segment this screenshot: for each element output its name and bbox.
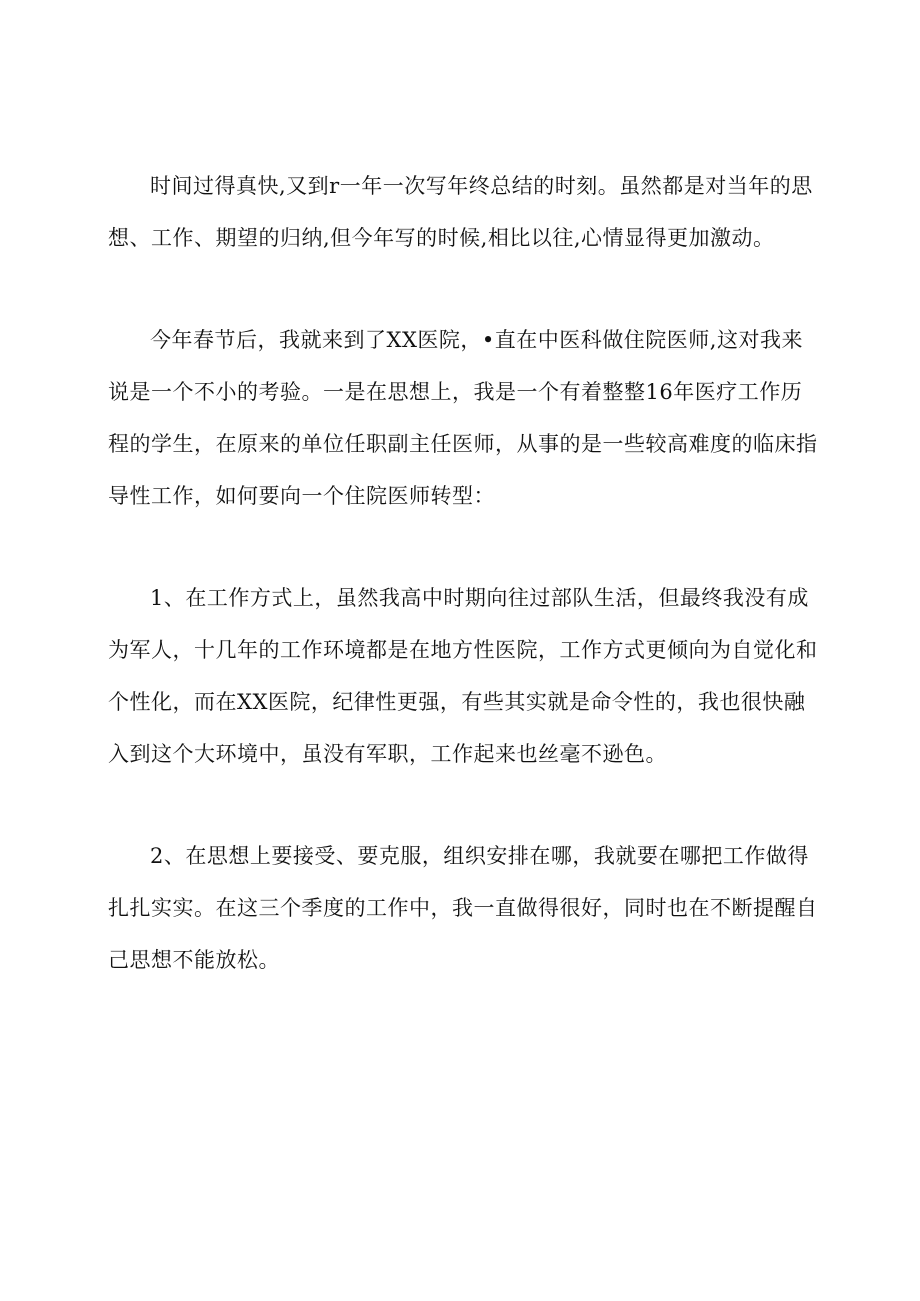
paragraph-point-1: 1、在工作方式上，虽然我高中时期向往过部队生活，但最终我没有成为军人，十几年的工作环境都是在地方性医院，工作方式更倾向为自觉化和个性化，而在XX医院，纪律性更强，有些其实就是命令性的，我也很快融入到这个大环境中，虽没有军职，工作起来也丝毫不逊色。 — [108, 586, 818, 766]
document-body — [108, 160, 818, 986]
paragraph-point-2: 2、在思想上要接受、要克服，组织安排在哪，我就要在哪把工作做得扎扎实实。在这三个季度的工作中，我一直做得很好，同时也在不断提醒自己思想不能放松。 — [108, 844, 818, 972]
paragraph-background: 今年春节后，我就来到了XX医院，•直在中医科做住院医师,这对我来说是一个不小的考验。一是在思想上，我是一个有着整整16年医疗工作历程的学生，在原来的单位任职副主任医师，从事的是一些较高难度的临床指导性工作，如何要向一个住院医师转型： — [108, 328, 818, 508]
paragraph-intro: 时间过得真快,又到r一年一次写年终总结的时刻。虽然都是对当年的思想、工作、期望的归纳,但今年写的时候,相比以往,心情显得更加激动。 — [108, 174, 813, 250]
